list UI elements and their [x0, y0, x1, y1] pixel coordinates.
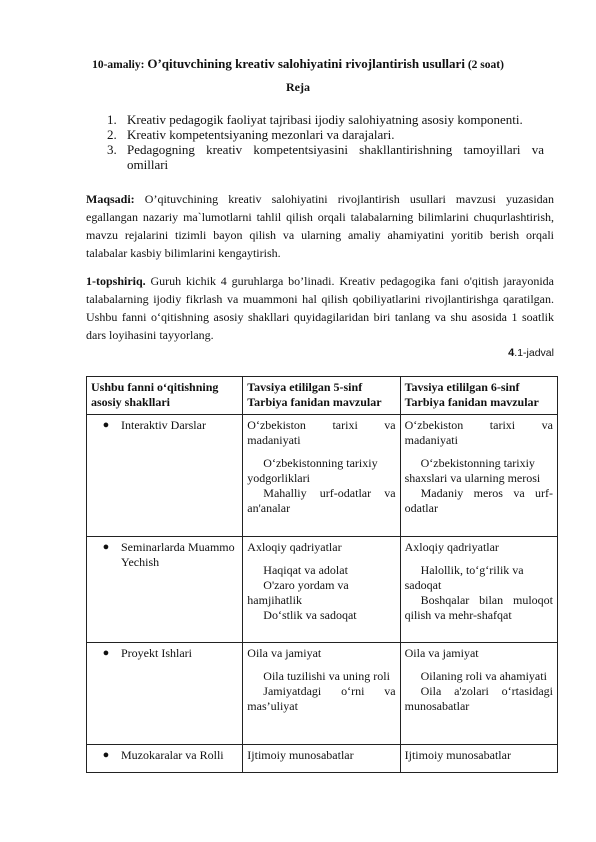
form-cell: [87, 415, 243, 537]
task-paragraph: [86, 272, 554, 344]
plan-heading: Reja: [286, 80, 310, 94]
task-label: 1-topshiriq.: [86, 274, 146, 288]
form-name: Interaktiv Darslar: [121, 418, 206, 432]
grade5-cell: [243, 745, 400, 773]
title-hours: (2 soat): [464, 59, 504, 71]
plan-item-number: 3.: [107, 142, 117, 157]
table-header-row: [87, 377, 558, 415]
grade5-subtopic: Jamiyatdagi o‘rni va mas’uliyat: [247, 684, 396, 713]
plan-item-text: Kreativ pedagogik faoliyat tajribasi ijodiy salohiyatning asosiy komponenti.: [127, 112, 523, 127]
aim-label: Maqsadi:: [86, 192, 135, 206]
form-cell: [87, 745, 243, 773]
grade6-subtopic: Halollik, to‘g‘rilik va sadoqat: [404, 563, 524, 592]
plan-item-number: 1.: [107, 112, 117, 127]
grade5-subtopic: O‘zbekistonning tarixiy yodgorliklari: [247, 456, 378, 485]
header-grade6: Tavsiya etililgan 6-sinf Tarbiya fanidan mavzular: [400, 377, 557, 415]
plan-list: [107, 112, 544, 172]
grade6-subtopic: Boshqalar bilan muloqot qilish va mehr-shafqat: [404, 593, 553, 622]
bullet-icon: ●: [102, 647, 110, 659]
plan-item-number: 2.: [107, 127, 117, 142]
header-grade5: Tavsiya etililgan 5-sinf Tarbiya fanidan mavzular: [243, 377, 400, 415]
form-name: Proyekt Ishlari: [121, 646, 192, 660]
table-row: [87, 745, 558, 773]
grade6-main-topic: Axloqiy qadriyatlar: [404, 540, 499, 554]
grade6-cell: [400, 643, 557, 745]
title-main: O’qituvchining kreativ salohiyatini rivojlantirish usullari: [147, 56, 465, 71]
table-row: [87, 415, 558, 537]
grade5-subtopic: Oila tuzilishi va uning roli: [263, 669, 390, 683]
grade6-cell: [400, 537, 557, 643]
grade5-subtopic: Haqiqat va adolat: [263, 563, 348, 577]
bullet-icon: ●: [102, 749, 110, 761]
grade5-cell: [243, 537, 400, 643]
form-cell: [87, 537, 243, 643]
grade5-subtopic: O'zaro yordam va hamjihatlik: [247, 578, 349, 607]
grade5-main-topic: Ijtimoiy munosabatlar: [247, 748, 354, 762]
grade5-cell: [243, 415, 400, 537]
grade6-subtopic: Oilaning roli va ahamiyati: [420, 669, 547, 683]
topics-table: [86, 376, 558, 773]
form-cell: [87, 643, 243, 745]
grade5-subtopic: Mahalliy urf-odatlar va an'analar: [247, 486, 396, 515]
grade6-main-topic: Oila va jamiyat: [404, 646, 479, 660]
page-title: [0, 56, 596, 72]
grade6-main-topic: O‘zbekiston tarixi va madaniyati: [404, 418, 553, 447]
grade6-cell: [400, 745, 557, 773]
plan-item-text: Pedagogning kreativ kompetentsiyasini shakllantirishning tamoyillari va omillari: [127, 142, 544, 172]
plan-item: [107, 127, 544, 142]
table-caption-number: 4: [508, 347, 515, 359]
table-row: [87, 643, 558, 745]
grade5-cell: [243, 643, 400, 745]
grade5-main-topic: Oila va jamiyat: [247, 646, 322, 660]
aim-paragraph: [86, 190, 554, 262]
aim-text: O’qituvchining kreativ salohiyatini rivojlantirish usullari mavzusi yuzasidan egallangan nazariy ma`lumotlarni tahlil qilish orqali talabalarning bilimlarini chuqurlashtirish, mavzu rejalarini tizimli bayon qilish va ularning amaliy ahamiyatini yoritib berish orqali talabalar kasbiy bilimlarini kengaytirish.: [86, 192, 554, 260]
grade5-main-topic: O‘zbekiston tarixi va madaniyati: [247, 418, 396, 447]
header-forms: Ushbu fanni o‘qitishning asosiy shakllari: [87, 377, 243, 415]
task-text: Guruh kichik 4 guruhlarga bo’linadi. Kreativ pedagogika fani o'qitish jarayonida talabalarning ijodiy fikrlash va muammoni hal qilish qobiliyatlarini rivojlantirishga qaratilgan. Ushbu fanni o‘qitishning asosiy shakllari quyidagilaridan biri tanlang va shu asosida 1 soatlik dars loyihasini tayyorlang.: [86, 274, 554, 342]
grade5-main-topic: Axloqiy qadriyatlar: [247, 540, 342, 554]
bullet-icon: ●: [102, 541, 110, 553]
plan-item: [107, 142, 544, 172]
table-caption-suffix: .1-jadval: [514, 347, 554, 359]
plan-item: [107, 112, 544, 127]
grade6-subtopic: Oila a'zolari o‘rtasidagi munosabatlar: [404, 684, 553, 713]
grade6-subtopic: Madaniy meros va urf-odatlar: [404, 486, 553, 515]
grade6-cell: [400, 415, 557, 537]
title-prefix: 10-amaliy:: [92, 59, 148, 71]
form-name: Muzokaralar va Rolli: [121, 748, 224, 762]
grade5-subtopic: Do‘stlik va sadoqat: [263, 608, 357, 622]
bullet-icon: ●: [102, 419, 110, 431]
table-row: [87, 537, 558, 643]
form-name: Seminarlarda Muammo Yechish: [121, 540, 235, 569]
plan-item-text: Kreativ kompetentsiyaning mezonlari va darajalari.: [127, 127, 395, 142]
grade6-subtopic: O‘zbekistonning tarixiy shaxslari va ularning merosi: [404, 456, 541, 485]
grade6-main-topic: Ijtimoiy munosabatlar: [404, 748, 511, 762]
table-caption: [508, 347, 554, 359]
